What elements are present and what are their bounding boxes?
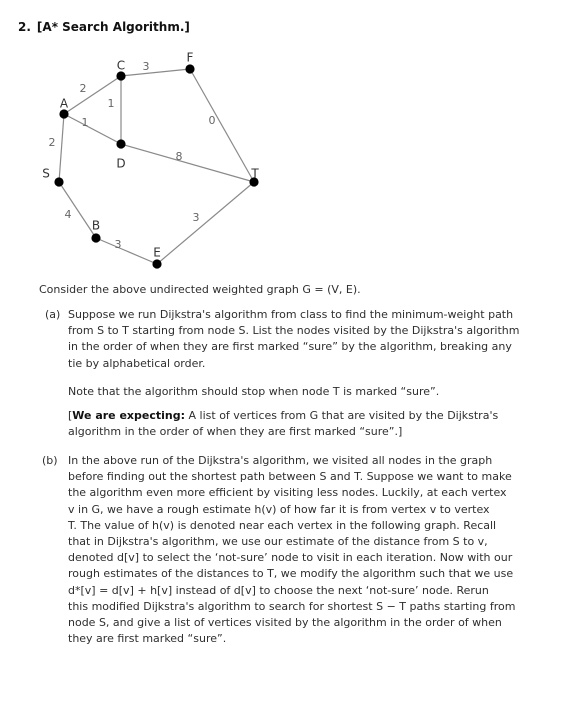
edge-weight-e-t: 3	[192, 211, 200, 224]
node-label-t: T	[251, 166, 259, 181]
part-a-expecting: [We are expecting: A list of vertices from G that are visited by the Dijkstra's algorithm in the order of when they are first marked “sure”.]	[68, 408, 540, 440]
part-b-line: node S, and give a list of vertices visited by the algorithm in the order of when	[68, 616, 502, 630]
part-b-line: d*[v] = d[v] + h[v] instead of d[v] to choose the next ‘not-sure’ node. Rerun	[68, 583, 489, 597]
node-label-f: F	[186, 50, 194, 65]
edge-weight-a-d: 1	[81, 116, 89, 129]
part-a-line: from S to T starting from node S. List the nodes visited by the Dijkstra's algorithm	[68, 324, 520, 338]
node-f	[185, 64, 194, 73]
edge-e-t	[157, 182, 254, 264]
node-label-a: A	[59, 96, 69, 111]
edge-weight-c-d: 1	[107, 97, 115, 110]
part-b-line: that in Dijkstra's algorithm, we use our estimate of the distance from S to v,	[68, 535, 488, 549]
part-a-line: tie by alphabetical order.	[68, 356, 206, 370]
part-b-line: T. The value of h(v) is denoted near each vertex in the following graph. Recall	[68, 518, 497, 532]
part-b-label: (b)	[42, 454, 58, 467]
graph-figure	[0, 0, 588, 280]
part-b-line: they are first marked “sure”.	[68, 632, 227, 646]
part-b-text	[68, 453, 540, 647]
part-b-line: rough estimates of the distances to T, we modify the algorithm such that we use	[68, 567, 514, 581]
node-label-b: B	[91, 218, 101, 233]
edge-c-f	[121, 69, 190, 76]
node-b	[91, 233, 100, 242]
part-a-line: in the order of when they are first marked “sure” by the algorithm, breaking any	[68, 340, 512, 354]
node-label-s: S	[42, 166, 50, 181]
edge-weight-f-t: 0	[208, 114, 216, 127]
edge-a-s	[59, 114, 64, 182]
edge-b-e	[96, 238, 157, 264]
part-a-text	[68, 307, 540, 372]
intro-paragraph: Consider the above undirected weighted graph G = (V, E).	[39, 283, 361, 296]
expecting-line: algorithm in the order of when they are first marked “sure”.]	[68, 425, 403, 439]
part-b-line: the algorithm even more efficient by visiting less nodes. Luckily, at each vertex	[68, 486, 507, 500]
edge-weight-a-s: 2	[48, 136, 56, 149]
edge-d-t	[121, 144, 254, 182]
node-c	[116, 71, 125, 80]
node-e	[152, 259, 161, 268]
node-a	[59, 109, 68, 118]
node-label-c: C	[116, 58, 126, 73]
expecting-line: A list of vertices from G that are visited by the Dijkstra's	[188, 409, 499, 422]
part-b-line: this modified Dijkstra's algorithm to search for shortest S − T paths starting from	[68, 599, 516, 613]
edge-f-t	[190, 69, 254, 182]
node-label-d: D	[116, 156, 126, 171]
node-label-e: E	[153, 245, 161, 260]
edge-a-d	[64, 114, 121, 144]
edge-weight-b-e: 3	[114, 238, 122, 251]
problem-number: 2.	[18, 20, 31, 34]
part-a-note: Note that the algorithm should stop when node T is marked “sure”.	[68, 385, 440, 398]
node-d	[116, 139, 125, 148]
problem-title: [A* Search Algorithm.]	[36, 20, 190, 34]
edge-weight-d-t: 8	[175, 150, 183, 163]
edge-weight-s-b: 4	[64, 208, 72, 221]
part-b-line: In the above run of the Dijkstra's algorithm, we visited all nodes in the graph	[68, 454, 493, 467]
part-b-line: before finding out the shortest path between S and T. Suppose we want to make	[68, 470, 512, 484]
part-a-line: Suppose we run Dijkstra's algorithm from class to find the minimum-weight path	[68, 308, 514, 321]
part-a-label: (a)	[45, 308, 61, 321]
part-b-line: v in G, we have a rough estimate h(v) of how far it is from vertex v to vertex	[68, 502, 490, 516]
node-s	[54, 177, 63, 186]
expecting-label: We are expecting:	[72, 409, 186, 422]
edge-weight-a-c: 2	[79, 82, 87, 95]
part-b-line: denoted d[v] to select the ‘not-sure’ node to visit in each iteration. Now with our	[68, 551, 513, 565]
edge-weight-c-f: 3	[142, 60, 150, 73]
